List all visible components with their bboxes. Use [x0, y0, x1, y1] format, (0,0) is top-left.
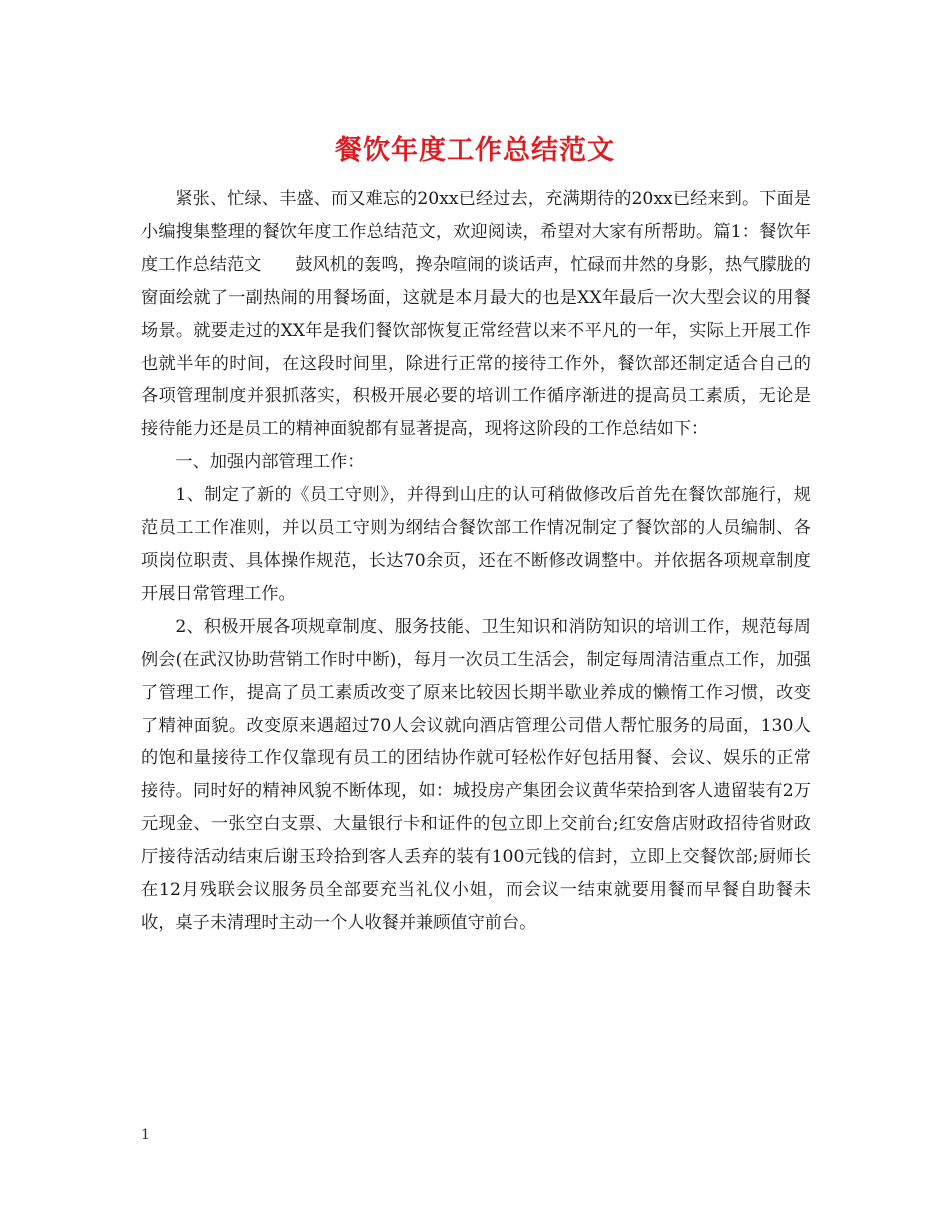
- item-2-paragraph: 2、积极开展各项规章制度、服务技能、卫生知识和消防知识的培训工作，规范每周例会(在武汉协助营销工作时中断)，每月一次员工生活会，制定每周清洁重点工作，加强了管理工作，提高了员工素质改变了原来比较因长期半歇业养成的懒惰工作习惯，改变了精神面貌。改变原来遇超过70人会议就向酒店管理公司借人帮忙服务的局面，130人的饱和量接待工作仅靠现有员工的团结协作就可轻松作好包括用餐、会议、娱乐的正常接待。同时好的精神风貌不断体现，如：城投房产集团会议黄华荣拾到客人遗留装有2万元现金、一张空白支票、大量银行卡和证件的包立即上交前台;红安詹店财政招待省财政厅接待活动结束后谢玉玲拾到客人丢弃的装有100元钱的信封，立即上交餐饮部;厨师长在12月残联会议服务员全部要充当礼仪小姐，而会议一结束就要用餐而早餐自助餐未收，桌子未清理时主动一个人收餐并兼顾值守前台。: [141, 616, 811, 933]
- document-title: 餐饮年度工作总结范文: [335, 135, 615, 166]
- document-body: [141, 183, 811, 940]
- page-number: 1: [141, 1127, 150, 1143]
- section-heading: 一、加强内部管理工作：: [175, 452, 365, 473]
- intro-continuation: 鼓风机的轰鸣，搀杂喧闹的谈话声，忙碌而井然的身影，热气朦胧的窗面绘就了一副热闹的用餐场面，这就是本月最大的也是XX年最后一次大型会议的用餐场景。就要走过的XX年是我们餐饮部恢复正常经营以来不平凡的一年，实际上开展工作也就半年的时间，在这段时间里，除进行正常的接待工作外，餐饮部还制定适合自己的各项管理制度并狠抓落实，积极开展必要的培训工作循序渐进的提高员工素质，无论是接待能力还是员工的精神面貌都有显著提高，现将这阶段的工作总结如下：: [141, 254, 811, 440]
- item-1-paragraph: 1、制定了新的《员工守则》，并得到山庄的认可稍做修改后首先在餐饮部施行，规范员工工作准则，并以员工守则为纲结合餐饮部工作情况制定了餐饮部的人员编制、各项岗位职责、具体操作规范，长达70余页，还在不断修改调整中。并依据各项规章制度开展日常管理工作。: [141, 485, 811, 604]
- intro-paragraph: [141, 183, 811, 446]
- intro-text: 紧张、忙绿、丰盛、而又难忘的20xx已经过去，充满期待的20xx已经来到。下面是小编搜集整理的餐饮年度工作总结范文，欢迎阅读，希望对大家有所帮助。篇1：餐饮年度工作总结范文: [141, 189, 811, 275]
